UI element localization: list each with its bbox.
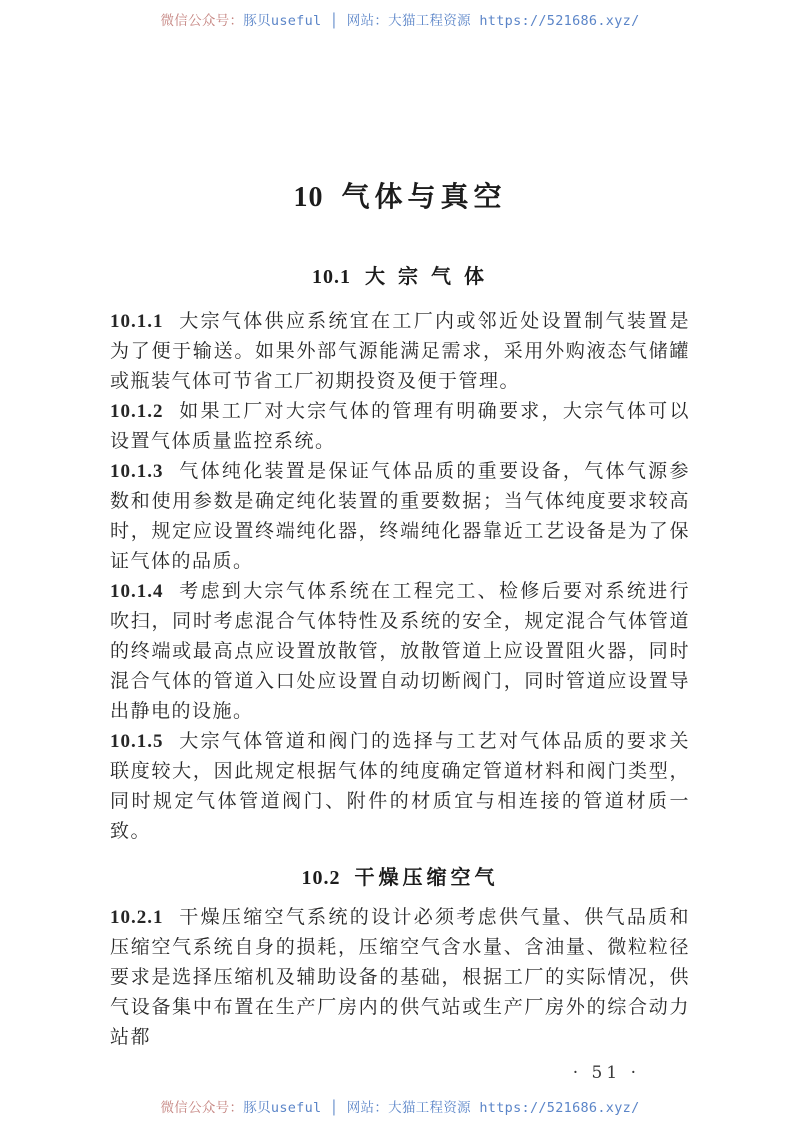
paragraph-10-1-4 (110, 577, 690, 727)
section-heading-10-2 (110, 865, 690, 891)
watermark-footer (0, 1096, 800, 1116)
paragraph-number: 10.1.1 (110, 311, 164, 332)
paragraph-10-1-1 (110, 307, 690, 397)
watermark-wechat-label: 微信公众号： (160, 1100, 244, 1116)
paragraph-number: 10.1.2 (110, 401, 164, 422)
paragraph-10-1-2 (110, 397, 690, 457)
paragraph-10-1-5 (110, 727, 690, 847)
page-number: · 51 · (572, 1063, 640, 1083)
paragraph-10-1-3 (110, 457, 690, 577)
paragraph-text: 如果工厂对大宗气体的管理有明确要求，大宗气体可以设置气体质量监控系统。 (110, 401, 690, 452)
watermark-wechat-label: 微信公众号： (160, 13, 244, 29)
section-number: 10.1 (312, 266, 351, 288)
watermark-site-link: 豚贝useful │ 网站：大猫工程资源 https://521686.xyz/ (243, 13, 640, 29)
paragraph-text: 大宗气体管道和阀门的选择与工艺对气体品质的要求关联度较大，因此规定根据气体的纯度确定管道材料和阀门类型，同时规定气体管道阀门、附件的材质宜与相连接的管道材质一致。 (110, 731, 690, 842)
paragraph-number: 10.1.4 (110, 581, 164, 602)
chapter-number: 10 (293, 182, 324, 213)
paragraph-number: 10.1.3 (110, 461, 164, 482)
paragraph-10-2-1 (110, 903, 690, 1053)
paragraph-text: 干燥压缩空气系统的设计必须考虑供气量、供气品质和压缩空气系统自身的损耗，压缩空气含水量、含油量、微粒粒径要求是选择压缩机及辅助设备的基础，根据工厂的实际情况，供气设备集中布置在生产厂房内的供气站或生产厂房外的综合动力站都 (110, 907, 690, 1048)
section-heading-10-1 (110, 264, 690, 290)
paragraph-text: 考虑到大宗气体系统在工程完工、检修后要对系统进行吹扫，同时考虑混合气体特性及系统的安全，规定混合气体管道的终端或最高点应设置放散管，放散管道上应设置阻火器，同时混合气体的管道入口处应设置自动切断阀门，同时管道应设置导出静电的设施。 (110, 581, 690, 722)
section-title-text: 大 宗 气 体 (365, 266, 488, 288)
section-title-text: 干燥压缩空气 (354, 867, 499, 889)
paragraph-number: 10.1.5 (110, 731, 164, 752)
paragraph-text: 气体纯化装置是保证气体品质的重要设备，气体气源参数和使用参数是确定纯化装置的重要数据；当气体纯度要求较高时，规定应设置终端纯化器，终端纯化器靠近工艺设备是为了保证气体的品质。 (110, 461, 690, 572)
paragraph-text: 大宗气体供应系统宜在工厂内或邻近处设置制气装置是为了便于输送。如果外部气源能满足需求，采用外购液态气储罐或瓶装气体可节省工厂初期投资及便于管理。 (110, 311, 690, 392)
watermark-site-link: 豚贝useful │ 网站：大猫工程资源 https://521686.xyz/ (243, 1100, 640, 1116)
chapter-title-text: 气体与真空 (341, 182, 507, 213)
section-number: 10.2 (301, 867, 341, 889)
page-content (110, 0, 690, 1083)
chapter-title (110, 181, 690, 215)
paragraph-number: 10.2.1 (110, 907, 164, 928)
